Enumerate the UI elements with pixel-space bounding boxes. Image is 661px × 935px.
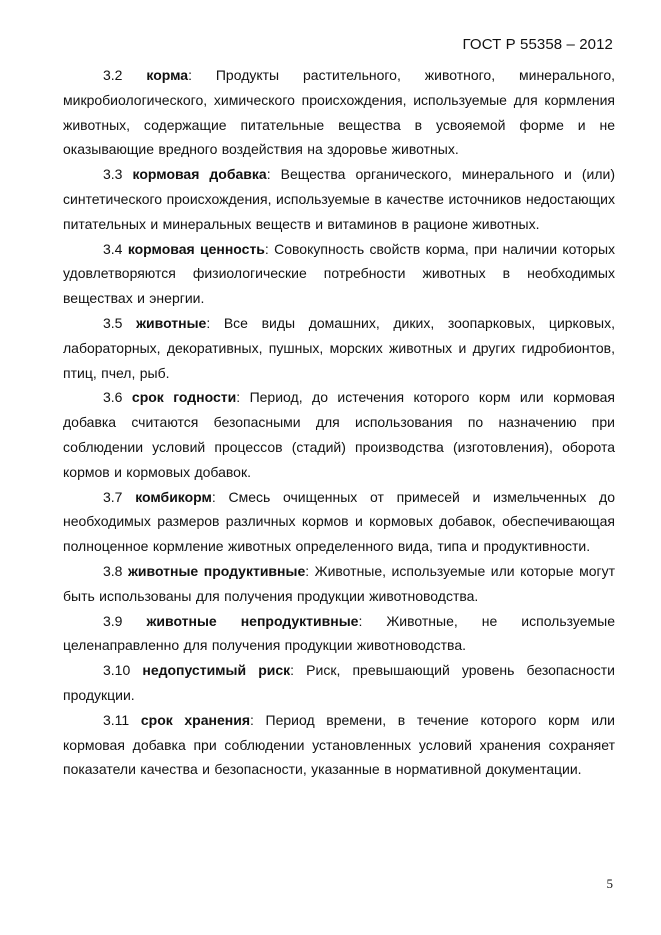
definition-number: 3.2 [103,67,123,83]
definition-3-10 [63,658,615,708]
definition-text: : Животные, не используемые целенаправленно для получения продукции животноводства. [63,612,615,654]
definition-3-9 [63,609,615,659]
definition-term: корма [146,67,189,83]
definition-3-5 [63,311,615,385]
definition-text: : Период, до истечения которого корм или кормовая добавка считаются безопасными для использования по назначению при соблюдении условий процессов (стадий) производства (изготовления), оборота кормов и кормовых добавок. [63,389,615,480]
definition-3-11 [63,708,615,782]
definition-number: 3.7 [103,488,123,505]
definition-text: : Совокупность свойств корма, при наличии которых удовлетворяются физиологические потребности животных в необходимых веществах и энергии. [63,240,616,307]
document-header: ГОСТ Р 55358 – 2012 [462,36,613,53]
definition-number: 3.5 [103,314,123,331]
definition-text: : Продукты растительного, животного, минерального, микробиологического, химического происхождения, используемые для кормления животных, содержащие питательные вещества в усвояемой форме и не оказывающие вредного воздействия на здоровье животных. [63,67,615,158]
definition-term: животные продуктивные [128,562,306,579]
definitions-list [63,63,615,782]
definition-3-4 [63,237,615,311]
definition-text: : Вещества органического, минерального и (или) синтетического происхождения, используемые в качестве источников недостающих питательных и минеральных веществ и витаминов в рационе животных. [63,166,615,232]
definition-term: животные [136,314,207,331]
definition-number: 3.3 [103,166,123,183]
definition-3-2 [63,63,615,162]
definition-number: 3.9 [103,612,123,629]
definition-term: кормовая ценность [127,240,265,257]
definition-3-3 [63,162,615,236]
definition-number: 3.8 [103,562,123,579]
definition-number: 3.11 [103,711,130,728]
definition-text: : Животные, используемые или которые могут быть использованы для получения продукции животноводства. [63,562,616,604]
definition-text: : Смесь очищенных от примесей и измельченных до необходимых размеров различных кормов и кормовых добавок, обеспечивающая полноценное кормление животных определенного вида, типа и продуктивности. [63,488,616,555]
definition-number: 3.10 [103,662,131,679]
definition-number: 3.4 [103,240,123,257]
definition-term: срок годности [131,389,237,406]
definition-number: 3.6 [103,389,123,406]
definition-term: кормовая добавка [132,166,267,183]
definition-text: : Период времени, в течение которого корм или кормовая добавка при соблюдении установленных условий хранения сохраняет показатели качества и безопасности, указанные в нормативной документации. [63,711,615,778]
definition-text: : Риск, превышающий уровень безопасности продукции. [63,662,615,703]
definition-term: срок хранения [140,711,250,728]
definition-term: животные непродуктивные [146,612,359,629]
definition-text: : Все виды домашних, диких, зоопарковых, цирковых, лабораторных, декоративных, пушных, морских животных и других гидробионтов, птиц, пчел, рыб. [63,314,616,381]
definition-term: недопустимый риск [142,662,291,679]
definition-3-6 [63,385,615,484]
definition-3-8 [63,559,615,609]
definition-3-7 [63,485,615,559]
definition-term: комбикорм [135,488,212,505]
page-number: 5 [606,876,613,891]
